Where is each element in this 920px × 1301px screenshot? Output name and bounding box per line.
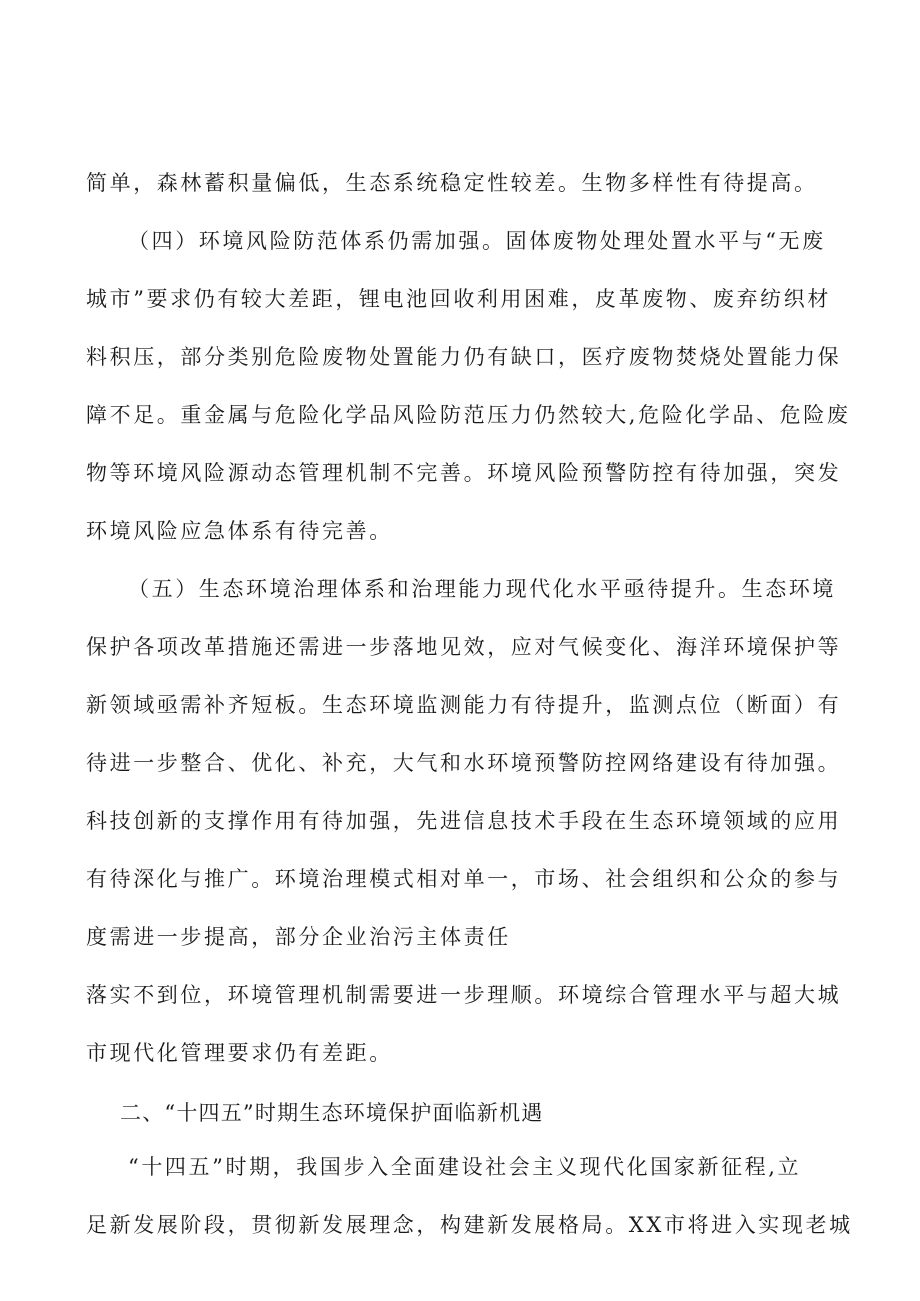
- text-line: “十四五”时期，我国步入全面建设社会主义现代化国家新征程,立: [128, 1155, 802, 1179]
- text-line: 简单，森林蓄积量偏低，生态系统稳定性较差。生物多样性有待提高。: [86, 171, 818, 195]
- section-heading: 二、“十四五”时期生态环境保护面临新机遇: [120, 1101, 544, 1125]
- text-line: 科技创新的支撑作用有待加强，先进信息技术手段在生态环境领域的应用: [86, 809, 842, 833]
- text-line: 保护各项改革措施还需进一步落地见效，应对气候变化、海洋环境保护等: [86, 635, 842, 659]
- text-line: 障不足。重金属与危险化学品风险防范压力仍然较大,危险化学品、危险废: [86, 403, 851, 427]
- text-line: 落实不到位，环境管理机制需要进一步理顺。环境综合管理水平与超大城: [86, 983, 842, 1007]
- text-line: （五）生态环境治理体系和治理能力现代化水平亟待提升。生态环境: [128, 577, 836, 601]
- text-line: 足新发展阶段，贯彻新发展理念，构建新发展格局。XX市将进入实现老城: [86, 1213, 853, 1237]
- text-line: 环境风险应急体系有待完善。: [86, 519, 393, 543]
- text-line: 度需进一步提高，部分企业治污主体责任: [86, 925, 511, 949]
- text-line: 物等环境风险源动态管理机制不完善。环境风险预警防控有待加强，突发: [86, 461, 842, 485]
- text-line: 有待深化与推广。环境治理模式相对单一，市场、社会组织和公众的参与: [86, 867, 842, 891]
- text-line: 新领域亟需补齐短板。生态环境监测能力有待提升，监测点位（断面）有: [86, 693, 842, 717]
- text-line: 待进一步整合、优化、补充，大气和水环境预警防控网络建设有待加强。: [86, 751, 842, 775]
- text-line: 料积压，部分类别危险废物处置能力仍有缺口，医疗废物焚烧处置能力保: [86, 345, 842, 369]
- text-line: 市现代化管理要求仍有差距。: [86, 1041, 393, 1065]
- text-line: （四）环境风险防范体系仍需加强。固体废物处理处置水平与“无废: [128, 229, 826, 253]
- text-line: 城市”要求仍有较大差距，锂电池回收利用困难，皮革废物、废弃纺织材: [86, 287, 831, 311]
